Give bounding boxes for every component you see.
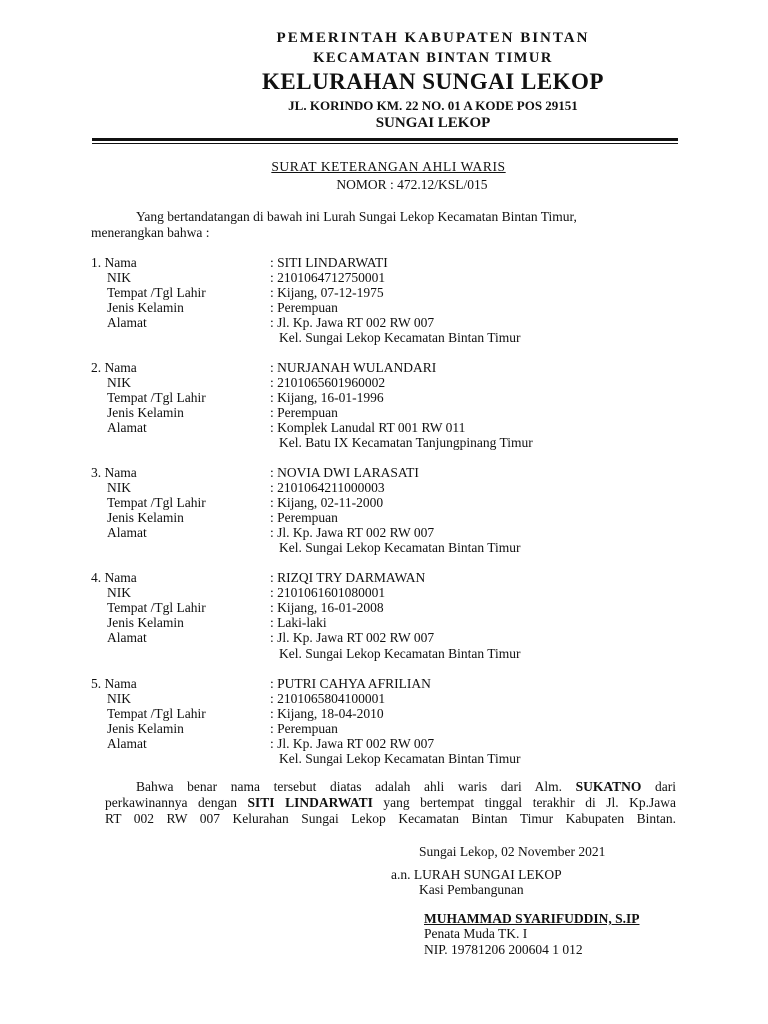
heir-1-jk: : Perempuan [270,300,338,315]
heir-3-alamat-1: : Jl. Kp. Jawa RT 002 RW 007 [270,525,435,540]
intro-line-1: Yang bertandatangan di bawah ini Lurah Sungai Lekop Kecamatan Bintan Timur, [136,209,577,224]
heir-2-ttl: : Kijang, 16-01-1996 [270,390,384,405]
spouse-name: SITI LINDARWATI [247,795,373,810]
header-government: PEMERINTAH KABUPATEN BINTAN [276,30,590,46]
heir-4-num-label: 4. Nama [91,570,137,585]
heir-5-alamat-1: : Jl. Kp. Jawa RT 002 RW 007 [270,736,435,751]
heir-4-ttl: : Kijang, 16-01-2008 [270,600,384,615]
heir-1-name: : SITI LINDARWATI [270,255,388,270]
heir-4-nik-label: NIK [107,585,131,600]
signatory-rank: Penata Muda TK. I [424,926,528,941]
closing-line-2: perkawinannya dengan SITI LINDARWATI yang bertempat tinggal terakhir di Jl. Kp.Jawa [105,795,676,810]
document-number: NOMOR : 472.12/KSL/015 [336,177,488,192]
document-number-row [0,177,768,193]
heir-4-nik: : 2101061601080001 [270,585,386,600]
heir-4-alamat-label: Alamat [107,630,147,645]
heir-2-name: : NURJANAH WULANDARI [270,360,437,375]
heir-4-name: : RIZQI TRY DARMAWAN [270,570,426,585]
heir-3-ttl: : Kijang, 02-11-2000 [270,495,384,510]
signatory-nip: NIP. 19781206 200604 1 012 [424,942,583,957]
heir-4-jk-label: Jenis Kelamin [107,615,184,630]
heir-5-ttl: : Kijang, 18-04-2010 [270,706,384,721]
closing-line-3: RT 002 RW 007 Kelurahan Sungai Lekop Kecamatan Bintan Timur Kabupaten Bintan. [105,811,676,826]
closing-paragraph [105,779,676,827]
heir-3-alamat-label: Alamat [107,525,147,540]
heir-1-nik-label: NIK [107,270,131,285]
heir-2-alamat-label: Alamat [107,420,147,435]
header-rule-thin [92,143,678,144]
heir-1-alamat-label: Alamat [107,315,147,330]
heir-3-num-label: 3. Nama [91,465,137,480]
heir-3-nik-label: NIK [107,480,131,495]
heir-1-alamat-1: : Jl. Kp. Jawa RT 002 RW 007 [270,315,435,330]
heir-2-num-label: 2. Nama [91,360,137,375]
heir-2-ttl-label: Tempat /Tgl Lahir [107,390,206,405]
heir-3-jk-label: Jenis Kelamin [107,510,184,525]
heir-5-alamat-2: Kel. Sungai Lekop Kecamatan Bintan Timur [279,751,521,766]
signatory-name: MUHAMMAD SYARIFUDDIN, S.IP [424,911,640,926]
signatory-position: Kasi Pembangunan [419,882,524,897]
heir-1-jk-label: Jenis Kelamin [107,300,184,315]
heir-2-nik-label: NIK [107,375,131,390]
header-village: KELURAHAN SUNGAI LEKOP [262,69,604,94]
heir-5-name: : PUTRI CAHYA AFRILIAN [270,676,431,691]
heir-1-alamat-2: Kel. Sungai Lekop Kecamatan Bintan Timur [279,330,521,345]
heir-5-ttl-label: Tempat /Tgl Lahir [107,706,206,721]
heir-5-jk-label: Jenis Kelamin [107,721,184,736]
intro-line-2: menerangkan bahwa : [91,225,210,240]
heir-3-nik: : 2101064211000003 [270,480,385,495]
heir-4-jk: : Laki-laki [270,615,327,630]
header-address: JL. KORINDO KM. 22 NO. 01 A KODE POS 29151 [288,98,578,113]
closing-line-1: Bahwa benar nama tersebut diatas adalah ahli waris dari Alm. SUKATNO dari [136,779,677,794]
heir-5-nik: : 2101065804100001 [270,691,386,706]
header-city: SUNGAI LEKOP [375,115,491,131]
heir-4-alamat-2: Kel. Sungai Lekop Kecamatan Bintan Timur [279,646,521,661]
deceased-name: SUKATNO [575,779,642,794]
heir-2-jk-label: Jenis Kelamin [107,405,184,420]
heir-4-alamat-1: : Jl. Kp. Jawa RT 002 RW 007 [270,630,435,645]
heir-3-ttl-label: Tempat /Tgl Lahir [107,495,206,510]
document-title-row [0,159,768,175]
heir-5-jk: : Perempuan [270,721,338,736]
heir-2-alamat-2: Kel. Batu IX Kecamatan Tanjungpinang Timur [279,435,533,450]
heir-3-jk: : Perempuan [270,510,338,525]
heir-1-num-label: 1. Nama [91,255,137,270]
heir-2-nik: : 2101065601960002 [270,375,386,390]
heir-3-alamat-2: Kel. Sungai Lekop Kecamatan Bintan Timur [279,540,521,555]
heir-2-jk: : Perempuan [270,405,338,420]
document-title: SURAT KETERANGAN AHLI WARIS [271,159,506,174]
heir-1-nik: : 2101064712750001 [270,270,386,285]
heir-4-ttl-label: Tempat /Tgl Lahir [107,600,206,615]
heir-1-ttl-label: Tempat /Tgl Lahir [107,285,206,300]
on-behalf-of: a.n. LURAH SUNGAI LEKOP [391,867,562,882]
header-district: KECAMATAN BINTAN TIMUR [313,50,553,66]
heir-2-alamat-1: : Komplek Lanudal RT 001 RW 011 [270,420,466,435]
heir-5-alamat-label: Alamat [107,736,147,751]
heir-5-num-label: 5. Nama [91,676,137,691]
place-date: Sungai Lekop, 02 November 2021 [419,844,606,859]
heir-5-nik-label: NIK [107,691,131,706]
header-rule-thick [92,138,678,141]
heir-1-ttl: : Kijang, 07-12-1975 [270,285,384,300]
heir-3-name: : NOVIA DWI LARASATI [270,465,419,480]
